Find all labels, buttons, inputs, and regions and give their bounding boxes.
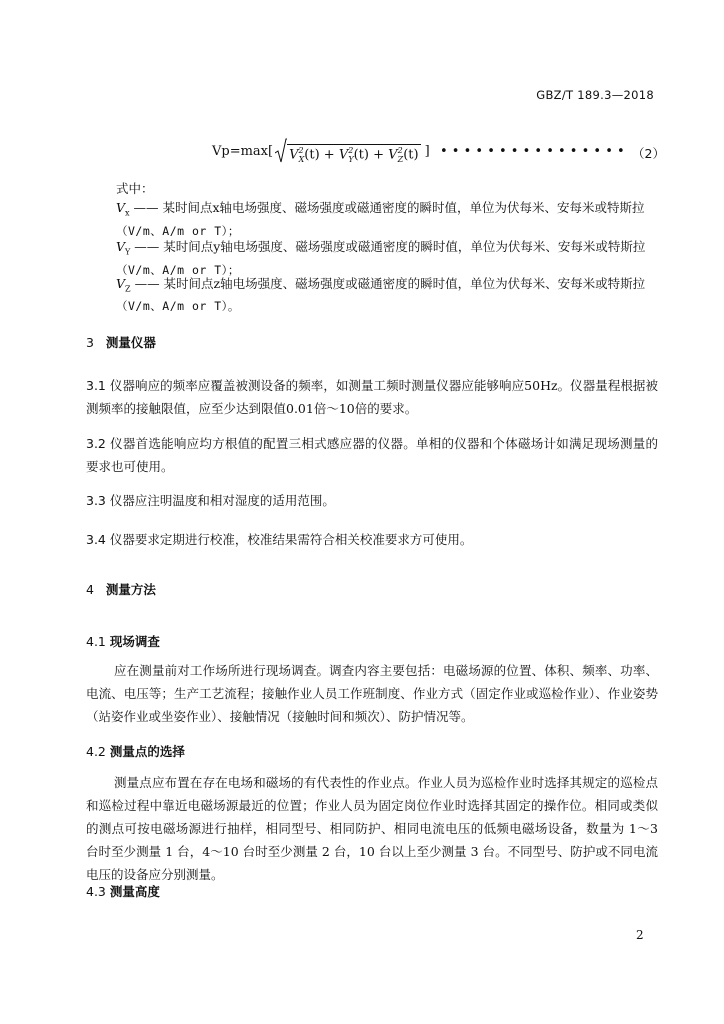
definition-vz: $V_Z$ —— 某时间点z轴电场强度、磁场强度或磁通密度的瞬时值，单位为伏每米、安每米或特斯拉	[116, 276, 646, 294]
section-3-heading: 3 测量仪器	[86, 335, 156, 350]
page-number: 2	[636, 928, 644, 942]
definition-vy-units: （V/m、A/m or T）；	[116, 263, 240, 277]
leader-dots: • • • • • • • • • • • • • • • •	[440, 144, 625, 159]
definition-vz-units: （V/m、A/m or T）。	[116, 299, 240, 313]
clause-3-2: 3.2 仪器首选能响应均方根值的配置三相式感应器的仪器。单相的仪器和个体磁场计如满足现场测量的要求也可使用。	[86, 436, 658, 474]
standard-number: GBZ/T 189.3—2018	[536, 88, 654, 102]
definition-vx: $V_x$ —— 某时间点x轴电场强度、磁场强度或磁通密度的瞬时值，单位为伏每米、安每米或特斯拉	[116, 200, 645, 218]
definition-vy: $V_Y$ —— 某时间点y轴电场强度、磁场强度或磁通密度的瞬时值，单位为伏每米、安每米或特斯拉	[116, 239, 646, 257]
definition-vx-units: （V/m、A/m or T）；	[116, 224, 240, 238]
formula-close: ]	[424, 143, 430, 159]
clause-3-1: 3.1 仪器响应的频率应覆盖被测设备的频率，如测量工频时测量仪器应能够响应50Hz。仪器量程根据被测频率的接触限值，应至少达到限值0.01倍～10倍的要求。	[86, 378, 658, 416]
clause-4-2-heading: 4.2 测量点的选择	[86, 744, 185, 759]
radicand: $V^2_X(t) + V^2_Y(t) + V^2_Z(t)$	[289, 146, 419, 164]
where-label: 式中：	[116, 181, 154, 196]
clause-4-1-heading: 4.1 现场调查	[86, 634, 160, 649]
clause-3-3: 3.3 仪器应注明温度和相对湿度的适用范围。	[86, 493, 335, 508]
clause-4-2-text: 测量点应布置在存在电场和磁场的有代表性的作业点。作业人员为巡检作业时选择其规定的巡检点和巡检过程中靠近电磁场源最近的位置；作业人员为固定岗位作业时选择其固定的操作位。相同或类似的测点可按电磁场源进行抽样，相同型号、相同防护、相同电流电压的低频电磁场设备，数量为 1～3 台时至少测量 1 台，4～10 台时至少测量 2 台，10 台以上至少测量 3 台。不同型号、防护或不同电流电压的设备应分别测量。	[86, 775, 658, 882]
formula	[212, 138, 430, 164]
formula-lead: Vp=max[	[212, 143, 274, 159]
section-4-heading: 4 测量方法	[86, 582, 156, 597]
clause-3-4: 3.4 仪器要求定期进行校准，校准结果需符合相关校准要求方可使用。	[86, 532, 473, 547]
clause-4-3-heading: 4.3 测量高度	[86, 884, 160, 899]
equation-number: （2）	[632, 146, 665, 161]
clause-4-1-text: 应在测量前对工作场所进行现场调查。调查内容主要包括：电磁场源的位置、体积、频率、功率、电流、电压等；生产工艺流程；接触作业人员工作班制度、作业方式（固定作业或巡检作业）、作业姿势（站姿作业或坐姿作业）、接触情况（接触时间和频次）、防护情况等。	[86, 663, 658, 724]
sqrt-sign	[275, 138, 421, 164]
